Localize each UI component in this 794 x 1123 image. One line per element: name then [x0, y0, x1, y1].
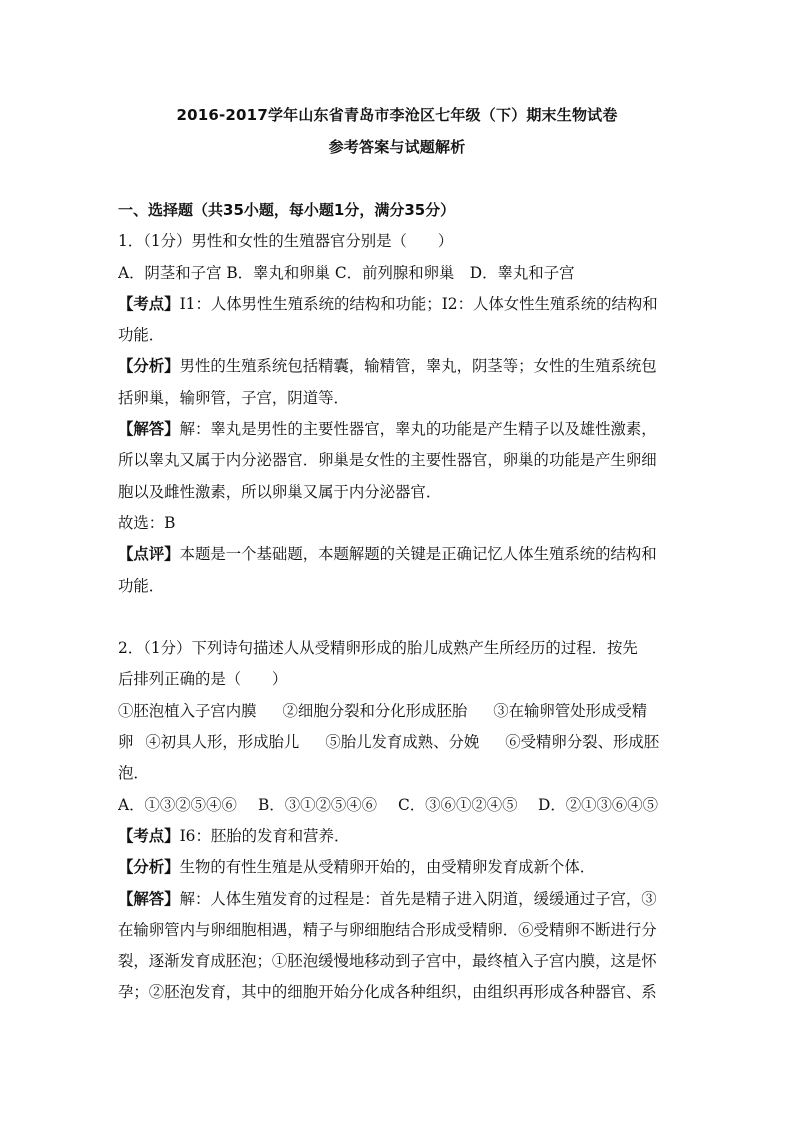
q1-dianping: [118, 539, 678, 570]
q2-options: [118, 790, 678, 821]
jieda-tag: 【解答】: [118, 420, 180, 439]
q2-step: ③在输卵管处形成受精: [493, 701, 648, 720]
q1-fenxi-text: 男性的生殖系统包括精囊，输精管，睾丸，阴茎等；女性的生殖系统包: [179, 357, 657, 376]
document-body: [118, 195, 678, 1009]
q2-step: 卵: [118, 733, 134, 752]
q1-kaodian: [118, 289, 678, 320]
q2-kaodian-text: I6：胚胎的发育和营养．: [179, 826, 350, 845]
q2-stem: 2．（1分）下列诗句描述人从受精卵形成的胎儿成熟产生所经历的过程．按先: [118, 639, 638, 658]
fenxi-tag: 【分析】: [118, 858, 180, 877]
q1-jieda-cont-1: 所以睾丸又属于内分泌器官．卵巢是女性的主要性器官，卵巢的功能是产生卵细: [118, 451, 657, 470]
q1-jieda-cont-2: 胞以及雌性激素，所以卵巢又属于内分泌器官．: [118, 482, 442, 501]
q2-option-a: A．①③②⑤④⑥: [118, 795, 237, 814]
q2-jieda-text: 解：人体生殖发育的过程是：首先是精子进入阴道，缓缓通过子宫，③: [179, 889, 657, 908]
q1-answer: 故选：B: [118, 513, 176, 532]
document-title: 2016-2017学年山东省青岛市李沧区七年级（下）期末生物试卷: [176, 106, 618, 124]
q1-jieda-text: 解：睾丸是男性的主要性器官，睾丸的功能是产生精子以及雄性激素，: [179, 420, 657, 439]
q2-stem-cont: 后排列正确的是（ ）: [118, 670, 288, 689]
q1-stem: 1．（1分）男性和女性的生殖器官分别是（ ）: [118, 232, 454, 251]
q2-steps-line-3: 泡．: [118, 764, 149, 783]
q2-fenxi: [118, 852, 678, 883]
kaodian-tag: 【考点】: [118, 294, 180, 313]
dianping-tag: 【点评】: [118, 545, 180, 564]
q1-kaodian-text: I1：人体男性生殖系统的结构和功能；I2：人体女性生殖系统的结构和: [179, 294, 658, 313]
q2-jieda: [118, 884, 678, 915]
q1-fenxi: [118, 351, 678, 382]
q1-dianping-text: 本题是一个基础题，本题解题的关键是正确记忆人体生殖系统的结构和: [179, 545, 657, 564]
q2-jieda-cont-3: 孕；②胚泡发育，其中的细胞开始分化成各种组织，由组织再形成各种器官、系: [118, 983, 657, 1002]
kaodian-tag: 【考点】: [118, 826, 180, 845]
q2-fenxi-text: 生物的有性生殖是从受精卵开始的，由受精卵发育成新个体．: [179, 858, 596, 877]
q1-jieda: [118, 414, 678, 445]
q2-option-c: C．③⑥①②④⑤: [398, 795, 518, 814]
q2-option-b: B．③①②⑤④⑥: [258, 795, 378, 814]
q2-step: ④初具人形，形成胎儿: [145, 733, 300, 752]
q2-step: ②细胞分裂和分化形成胚胎: [282, 701, 468, 720]
q1-options: A．阴茎和子宫 B．睾丸和卵巢 C．前列腺和卵巢 D．睾丸和子宫: [118, 263, 575, 282]
jieda-tag: 【解答】: [118, 889, 180, 908]
question-gap: [118, 602, 678, 633]
q1-fenxi-cont: 括卵巢，输卵管，子宫，阴道等．: [118, 388, 349, 407]
q2-jieda-cont-2: 裂，逐渐发育成胚泡；①胚泡缓慢地移动到子宫中，最终植入子宫内膜，这是怀: [118, 952, 657, 971]
q2-kaodian: [118, 821, 678, 852]
q2-step: ①胚泡植入子宫内膜: [118, 701, 257, 720]
q1-dianping-cont: 功能．: [118, 576, 165, 595]
q2-steps-line-1: [118, 696, 678, 727]
q1-kaodian-cont: 功能．: [118, 326, 165, 345]
fenxi-tag: 【分析】: [118, 357, 180, 376]
section-heading: 一、选择题（共35小题，每小题1分，满分35分）: [118, 201, 456, 219]
q2-option-d: D．②①③⑥④⑤: [538, 795, 659, 814]
q2-step: ⑤胎儿发育成熟、分娩: [325, 733, 480, 752]
q2-step: ⑥受精卵分裂、形成胚: [505, 733, 660, 752]
q2-jieda-cont-1: 在输卵管内与卵细胞相遇，精子与卵细胞结合形成受精卵．⑥受精卵不断进行分: [118, 920, 657, 939]
q2-steps-line-2: [118, 727, 678, 758]
document-subtitle: 参考答案与试题解析: [328, 138, 466, 156]
